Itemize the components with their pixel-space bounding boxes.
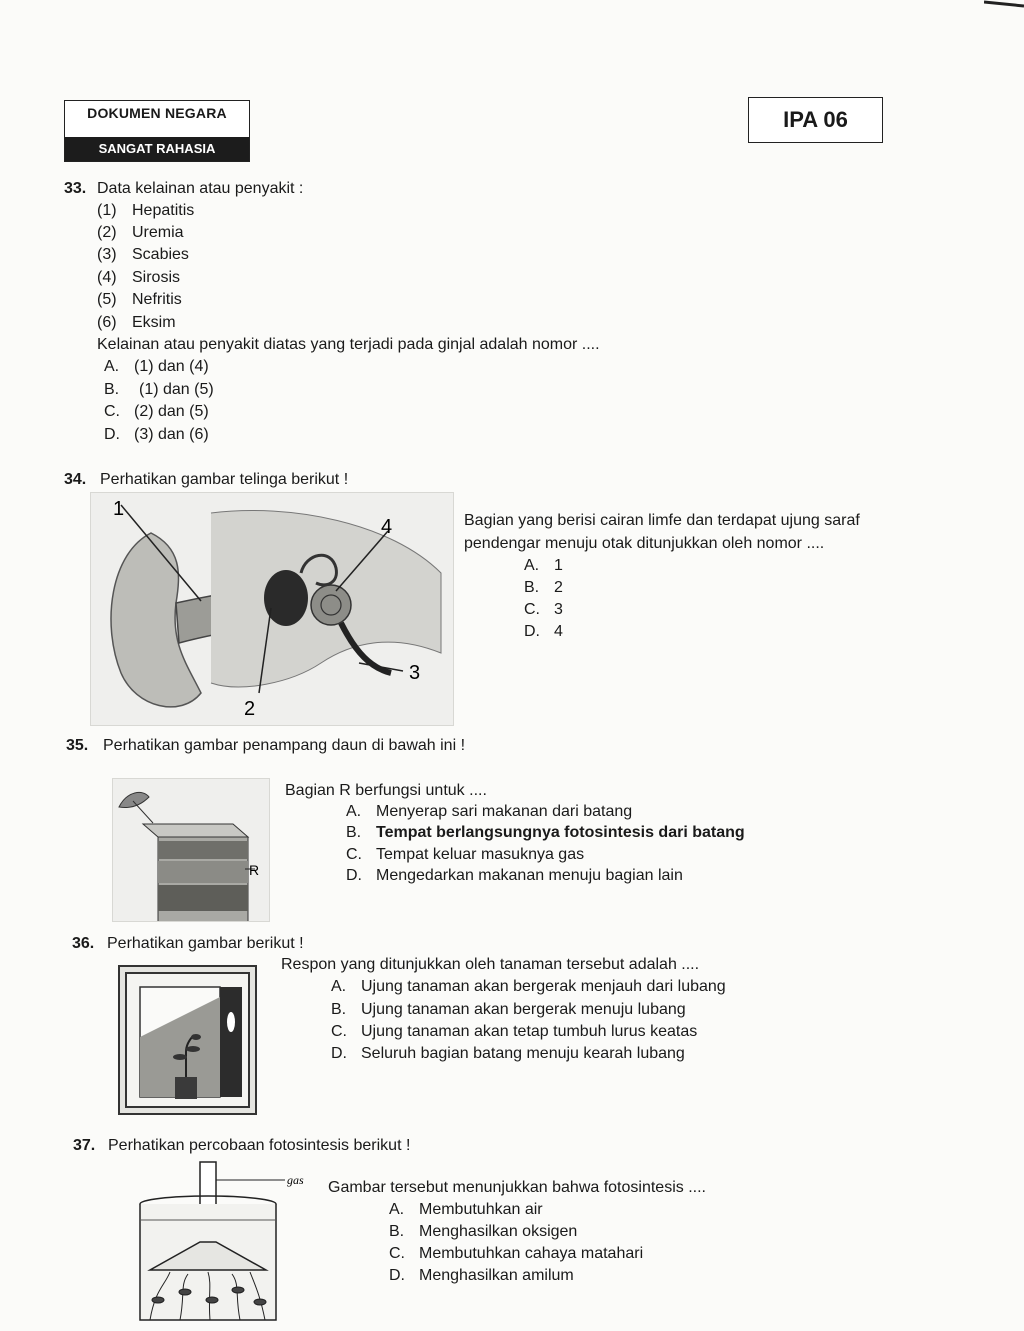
list-item-number: (6): [97, 314, 117, 331]
subject-code-box: IPA 06: [748, 97, 883, 143]
question-text-line1: Bagian yang berisi cairan limfe dan terdapat ujung saraf: [464, 512, 860, 529]
option-text: 3: [554, 601, 563, 618]
option-letter: C.: [331, 1023, 347, 1040]
ear-diagram: [90, 492, 454, 726]
option-text: Menghasilkan oksigen: [419, 1223, 578, 1240]
question-text-line2: pendengar menuju otak ditunjukkan oleh nomor ....: [464, 535, 825, 552]
list-item-text: Sirosis: [132, 269, 181, 286]
option-text: Ujung tanaman akan bergerak menuju lubang: [361, 1001, 686, 1018]
option-letter: B.: [346, 824, 362, 841]
question-number: 35.: [66, 737, 89, 754]
document-classification-box: [64, 100, 250, 162]
option-text: Menyerap sari makanan dari batang: [376, 803, 633, 820]
option-letter: D.: [524, 623, 540, 640]
option-text: Membutuhkan air: [419, 1201, 543, 1218]
question-prompt: Perhatikan gambar penampang daun di bawah ini !: [103, 737, 466, 754]
option-letter: D.: [346, 867, 362, 884]
option-text: (2) dan (5): [134, 403, 209, 420]
question-prompt: Perhatikan percobaan fotosintesis berikut !: [108, 1137, 411, 1154]
option-text: (1) dan (4): [134, 358, 209, 375]
question-prompt: Perhatikan gambar telinga berikut !: [100, 471, 349, 488]
option-letter: A.: [104, 358, 120, 375]
ear-label-2: 2: [244, 698, 256, 720]
option-text: Menghasilkan amilum: [419, 1267, 574, 1284]
question-prompt: Perhatikan gambar berikut !: [107, 935, 304, 952]
option-letter: B.: [104, 381, 120, 398]
doc-label-bottom: SANGAT RAHASIA: [65, 137, 249, 161]
list-item-number: (2): [97, 224, 117, 241]
option-text: Mengedarkan makanan menuju bagian lain: [376, 867, 683, 884]
option-letter: D.: [331, 1045, 347, 1062]
option-letter: B.: [524, 579, 540, 596]
option-text: 1: [554, 557, 563, 574]
option-text: Seluruh bagian batang menuju kearah lubang: [361, 1045, 685, 1062]
scan-corner-mark: [984, 0, 1024, 14]
question-prompt: Data kelainan atau penyakit :: [97, 180, 304, 197]
option-letter: B.: [331, 1001, 347, 1018]
gas-label: gas: [287, 1173, 304, 1187]
option-letter: A.: [346, 803, 362, 820]
question-text: Respon yang ditunjukkan oleh tanaman tersebut adalah ....: [281, 956, 700, 973]
list-item-text: Eksim: [132, 314, 176, 331]
option-text: 4: [554, 623, 563, 640]
option-letter: A.: [524, 557, 540, 574]
list-item-text: Uremia: [132, 224, 184, 241]
option-letter: D.: [104, 426, 120, 443]
leaf-label-r: R: [249, 862, 260, 878]
question-number: 36.: [72, 935, 95, 952]
doc-label-top: DOKUMEN NEGARA: [87, 105, 227, 121]
question-number: 34.: [64, 471, 87, 488]
list-item-number: (1): [97, 202, 117, 219]
option-text: Tempat keluar masuknya gas: [376, 846, 585, 863]
ear-illustration: [91, 493, 453, 725]
ear-label-3: 3: [409, 662, 421, 684]
list-item-text: Scabies: [132, 246, 189, 263]
option-letter: A.: [331, 978, 347, 995]
option-letter: B.: [389, 1223, 405, 1240]
question-text: Gambar tersebut menunjukkan bahwa fotosintesis ....: [328, 1179, 706, 1196]
leaf-cross-section-diagram: [112, 778, 270, 922]
plant-in-box-diagram: [118, 965, 257, 1115]
option-letter: A.: [389, 1201, 405, 1218]
option-letter: C.: [104, 403, 120, 420]
question-text: Bagian R berfungsi untuk ....: [285, 782, 487, 799]
ear-label-1: 1: [113, 498, 125, 520]
option-letter: C.: [524, 601, 540, 618]
option-text: Tempat berlangsungnya fotosintesis dari batang: [376, 824, 745, 841]
list-item-number: (5): [97, 291, 117, 308]
option-text: Ujung tanaman akan tetap tumbuh lurus keatas: [361, 1023, 698, 1040]
option-letter: C.: [389, 1245, 405, 1262]
question-text: Kelainan atau penyakit diatas yang terjadi pada ginjal adalah nomor ....: [97, 336, 600, 353]
option-text: (1) dan (5): [139, 381, 214, 398]
photosynthesis-experiment-diagram: [130, 1160, 320, 1326]
question-number: 33.: [64, 180, 87, 197]
question-number: 37.: [73, 1137, 96, 1154]
option-letter: C.: [346, 846, 362, 863]
option-text: (3) dan (6): [134, 426, 209, 443]
list-item-text: Nefritis: [132, 291, 182, 308]
ear-label-4: 4: [381, 516, 393, 538]
list-item-text: Hepatitis: [132, 202, 195, 219]
option-letter: D.: [389, 1267, 405, 1284]
list-item-number: (3): [97, 246, 117, 263]
option-text: Membutuhkan cahaya matahari: [419, 1245, 644, 1262]
option-text: 2: [554, 579, 563, 596]
option-text: Ujung tanaman akan bergerak menjauh dari lubang: [361, 978, 726, 995]
list-item-number: (4): [97, 269, 117, 286]
